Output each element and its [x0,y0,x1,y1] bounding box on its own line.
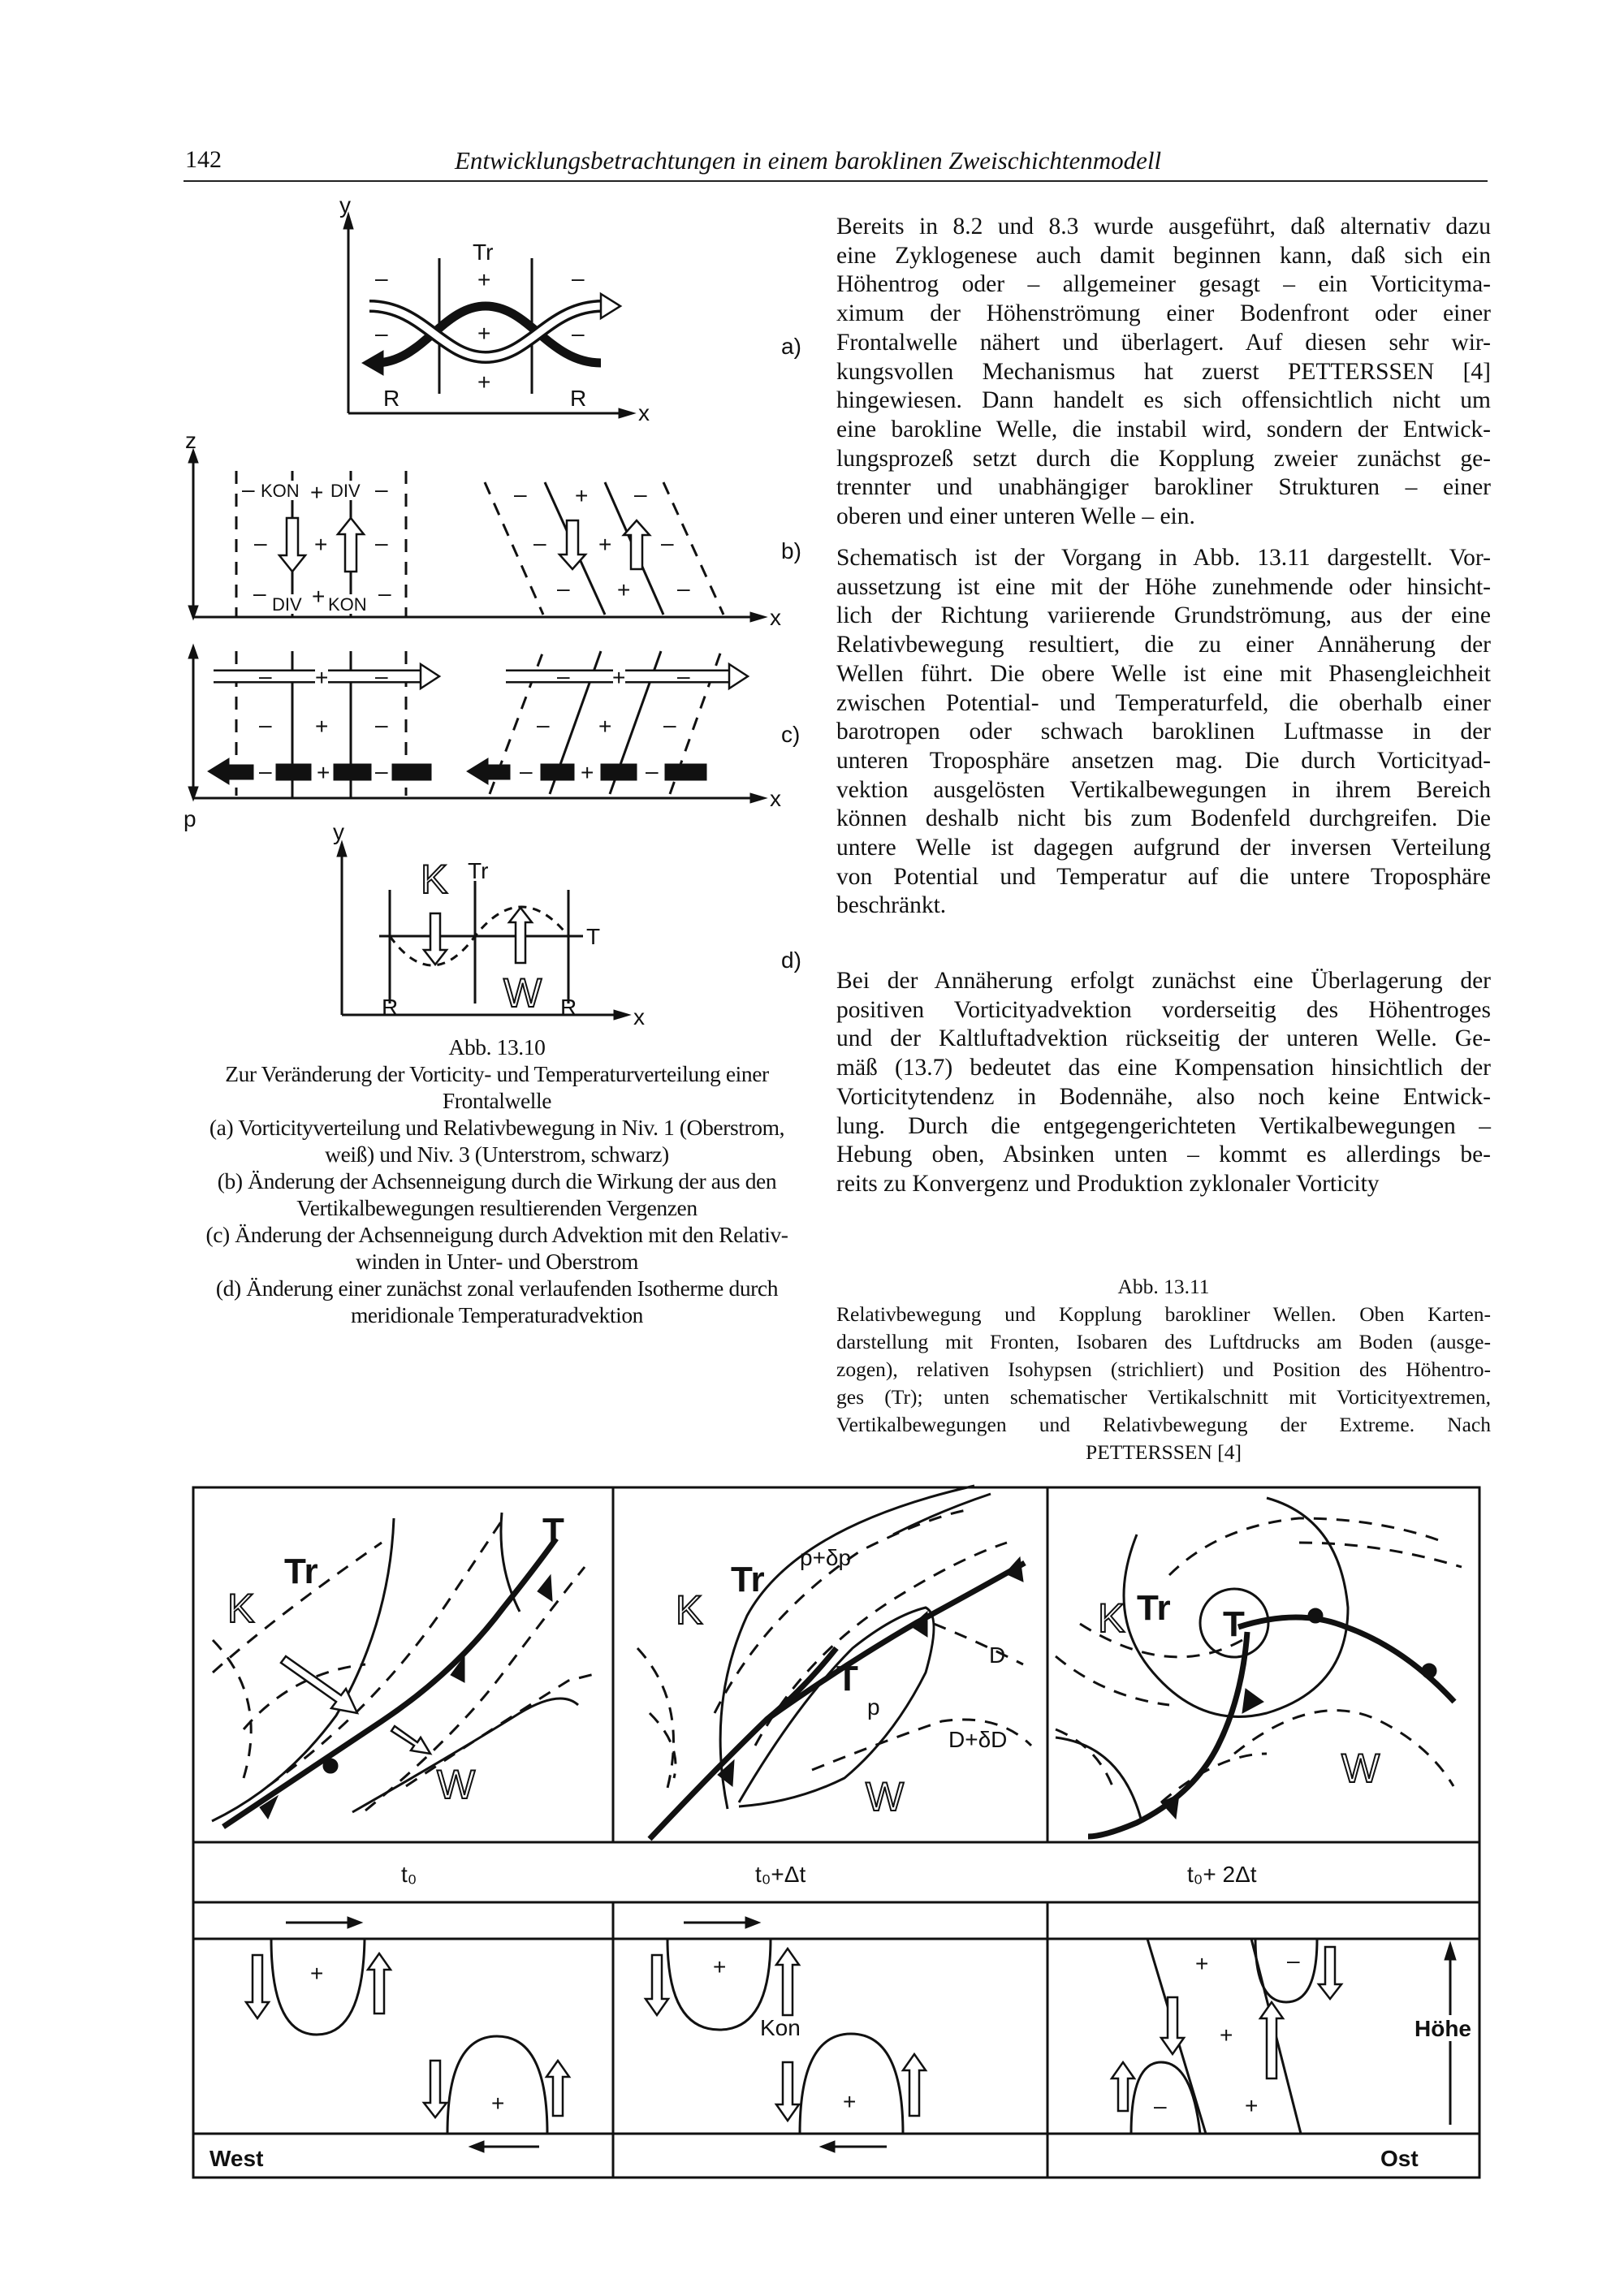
upper-flow-arrowhead [601,294,620,318]
isohypse [637,1648,673,1794]
hollow-arrow-down [646,1955,668,2015]
relative-motion-arrow [281,1656,357,1713]
x-axis-label: x [770,786,781,811]
x-axis-label: x [770,605,781,630]
time-label-t0: t₀ [401,1862,417,1887]
minus-sign: – [375,758,388,783]
text-line: Vorticitytendenz in Bodennähe, also noch keine Entwick- [836,1083,1491,1110]
isobar [739,1608,934,1806]
plus-sign: + [1245,2093,1259,2118]
plus-sign: + [1195,1951,1209,1976]
isohypse [406,1673,601,1786]
hollow-arrow-down [776,2062,799,2121]
isotherm-label: T [586,924,601,949]
text-line: Bei der Annäherung erfolgt zunächst eine Überlagerung der [836,968,1491,994]
figure-13-11 [193,1486,1479,2178]
text-line: PETTERSSEN [4] [1086,1440,1242,1464]
low-label: T [542,1511,564,1551]
trough-label: Tr [468,858,489,883]
minus-sign: – [646,758,659,783]
text-line: können deshalb nicht bis zum Bodenfeld durchgreifen. Die [836,805,1491,832]
x-axis-label: x [638,400,650,425]
minus-sign: – [514,481,527,507]
text-line: Zur Veränderung der Vorticity- und Temperaturverteilung einer [225,1061,769,1086]
minus-sign: – [259,712,272,737]
cold-front-triangle [1242,1689,1263,1713]
panel-label-c: c) [781,722,801,747]
text-line: eine Zyklogenese auch damit beginnen kann, daß sich ein [836,242,1491,269]
text-line: eine barokline Welle, die instabil wird, sondern der Entwick- [836,416,1491,442]
height-increment-label: D+δD [948,1727,1008,1752]
warm-label: W [503,970,542,1016]
lower-vorticity-max [800,2034,903,2134]
low-label: T [836,1659,858,1698]
text-line: untere Welle ist dagegen aufgrund der inversen Verteilung [836,835,1491,861]
text-line: lich der Richtung variierende Grundströmung, aus der eine [836,602,1491,629]
text-line: ges (Tr); unten schematischer Vertikalschnitt mit Vorticityextremen, [836,1385,1491,1409]
text-line: lungsprozeß setzt durch die Kopplung zweier zunächst ge- [836,445,1491,472]
text-line: zogen), relativen Isohypsen (strichliert) und Position des Höhentro- [836,1357,1491,1381]
hollow-arrow-down [1319,1947,1341,1999]
plus-sign: + [843,2089,857,2114]
text-line: winden in Unter- und Oberstrom [356,1249,638,1274]
text-line: beschränkt. [836,892,947,919]
arrow-up-icon [1445,1942,1456,1960]
map-t0-plus-2dt [1056,1498,1462,1837]
plus-sign: + [317,760,330,785]
plus-sign: + [314,532,328,557]
plus-sign: + [477,321,491,346]
panel-label-a: a) [781,334,801,359]
y-axis-label: y [339,192,351,218]
text-line: Bereits in 8.2 und 8.3 wurde ausgeführt, daß alternativ dazu [836,214,1491,240]
cold-front-triangle [911,1612,927,1637]
minus-sign: – [259,663,272,688]
section-t0-plus-2dt [1112,1939,1478,2171]
text-line: meridionale Temperaturadvektion [350,1302,644,1327]
minus-sign: – [663,712,676,737]
hollow-arrow-up [368,1953,391,2014]
minus-sign: – [557,576,570,601]
cold-front [650,1563,1025,1839]
arrow-west-icon [469,2141,484,2152]
east-label: Ost [1380,2146,1419,2171]
isohypse [934,1624,1023,1664]
arrow-east-icon [745,1917,760,1928]
cold-label: K [421,857,448,902]
text-line: Wellen führt. Die obere Welle ist eine mit Phasengleichheit [836,660,1491,687]
text-line: barotropen oder schwach baroklinen Luftmasse in der [836,719,1491,745]
lower-flow-black-bar [541,764,574,780]
hollow-arrow-up [1260,2002,1283,2078]
lower-vorticity-max [447,2036,547,2134]
minus-sign: – [677,576,690,601]
lower-flow-arrowhead [362,351,383,375]
hollow-arrow-down [279,518,305,572]
cold-air-label: K [227,1586,255,1631]
text-line: Vertikalbewegungen und Relativbewegung der Extreme. Nach [836,1413,1491,1436]
relative-motion-arrow [391,1726,430,1754]
plus-sign: + [491,2091,505,2116]
text-line: Höhentrog oder – allgemeiner gesagt – ein Vorticityma- [836,271,1491,298]
trough-label: Tr [284,1552,318,1591]
x-axis-label: x [633,1004,645,1029]
minus-sign: – [557,663,570,688]
text-line: hingewiesen. Dann handelt es sich offensichtlich nicht um [836,387,1491,414]
text-line: trennter und unabhängiger barokliner Strukturen – einer [836,474,1491,501]
minus-sign: – [378,581,391,606]
plus-sign: + [310,1961,324,1986]
x-axis-arrowhead [750,612,767,622]
text-line: aussetzung ist eine mit der Höhe zunehmende oder hinsicht- [836,573,1491,600]
minus-sign: – [253,581,266,606]
warm-front-semicircle [323,1759,338,1773]
plus-sign: + [581,760,594,785]
map-t0 [212,1511,601,1827]
upper-vorticity-max [271,1939,365,2035]
text-line: reits zu Konvergenz und Produktion zyklonaler Vorticity [836,1170,1380,1197]
occluded-front [1238,1617,1454,1702]
minus-sign: – [375,530,388,555]
height-label: Höhe [1415,2016,1471,2041]
text-line: (a) Vorticityverteilung und Relativbewegung in Niv. 1 (Oberstrom, [209,1115,785,1140]
minus-sign: – [537,712,550,737]
arrow-east-icon [348,1917,362,1928]
minus-sign: – [375,663,388,688]
panel-label-d: d) [781,947,801,973]
west-label: West [209,2146,264,2171]
convergence-label: Kon [760,2015,801,2040]
isohypse [650,1713,676,1778]
z-axis-label: z [185,428,197,453]
running-head: Entwicklungsbetrachtungen in einem baroklinen Zweischichtenmodell [455,146,1162,175]
hollow-arrow-up [1112,2062,1134,2111]
isobar [893,1494,991,1534]
text-line: lung. Durch die entgegengerichteten Vertikalbewegungen – [836,1112,1491,1139]
hollow-arrow-up [546,2061,569,2116]
cold-air-label: K [676,1587,703,1633]
hollow-arrow-up [338,518,364,572]
ridge-label: R [383,386,400,411]
text-line: Relativbewegung resultiert, die zu einer Annäherung der [836,632,1491,658]
lower-flow-black-arrow [467,758,510,784]
warm-air-label: W [437,1762,476,1807]
pressure-label: p [867,1694,880,1720]
isohypse [1056,1656,1169,1705]
figure-13-11-title: Abb. 13.11 [1117,1275,1210,1298]
lower-flow-black-bar [334,764,371,780]
hollow-arrow-down [246,1955,269,2018]
plus-sign: + [575,483,589,508]
minus-sign: – [520,758,533,783]
text-line: (c) Änderung der Achsenneigung durch Advektion mit den Relativ- [205,1222,788,1247]
text-line: von Potential und Temperatur auf die untere Troposphäre [836,863,1491,890]
text-line: mäß (13.7) bedeutet das eine Kompensation hinsichtlich der [836,1055,1491,1081]
warm-front-semicircle [1308,1608,1323,1623]
minus-sign: – [375,712,388,737]
cold-air-label: K [1098,1595,1125,1641]
isobar [720,1486,974,1809]
text-line: (b) Änderung der Achsenneigung durch die Wirkung der aus den [217,1168,777,1193]
section-t0-plus-dt [646,1917,926,2152]
y-axis-label: y [333,819,344,844]
minus-sign: – [1287,1948,1300,1973]
panel-d [333,819,801,1029]
isohypse [213,1640,251,1778]
p-axis-arrowhead-up [188,645,198,658]
x-axis-arrowhead [750,793,767,803]
hollow-arrow-down [424,2061,447,2117]
warm-air-label: W [1341,1746,1380,1791]
warm-air-label: W [866,1774,905,1819]
convergence-label: KON [328,594,367,615]
ridge-label: R [570,386,587,411]
ridge-label: R [560,995,577,1020]
text-line: Frontalwelle [442,1088,552,1113]
minus-sign: – [1154,2093,1167,2118]
hollow-arrow-up [903,2054,926,2116]
figure-13-10 [184,192,801,1029]
text-line: und der Kaltluftadvektion rückseitig der unteren Welle. Ge- [836,1025,1491,1052]
minus-sign: – [634,481,647,507]
ridge-label: R [382,995,399,1020]
text-line: kungsvollen Mechanismus hat zuerst PETTERSSEN [4] [836,358,1491,385]
plus-sign: + [617,577,631,602]
divergence-label: DIV [330,481,361,501]
panel-label-b: b) [781,538,801,563]
panel-b [185,428,801,630]
plus-sign: + [310,480,324,505]
hollow-arrow-up [624,520,650,569]
plus-sign: + [612,665,626,690]
plus-sign: + [1220,2022,1233,2048]
p-axis-label: p [184,806,197,831]
time-label-t0-plus-2dt: t₀+ 2Δt [1187,1862,1257,1887]
hollow-arrow-south [424,913,447,965]
isobar [1056,1737,1141,1819]
lower-flow-black-bar [392,764,431,780]
text-line: Relativbewegung und Kopplung barokliner Wellen. Oben Karten- [836,1302,1491,1326]
plus-sign: + [713,1954,727,1979]
minus-sign: – [533,530,546,555]
hollow-arrow-up [776,1949,799,2015]
warm-front-semicircle [1422,1664,1436,1678]
minus-sign: – [254,530,267,555]
trough-label: Tr [731,1560,765,1599]
upper-flow-arrowhead [421,664,439,688]
minus-sign: – [375,321,388,346]
panel-a [339,192,801,425]
upper-flow-arrowhead [729,664,748,688]
minus-sign: – [572,321,585,346]
text-line: Abb. 13.10 [448,1034,546,1060]
lower-flow-black-bar [276,764,311,780]
text-line: Hebung oben, Absinken unten – kommt es allerdings be- [836,1142,1491,1168]
map-t0-plus-dt [637,1486,1031,1839]
text-line: ximum der Höhenströmung einer Bodenfront oder einer [836,300,1491,327]
upper-vorticity-max [667,1939,771,2030]
text-line: weiß) und Niv. 3 (Unterstrom, schwarz) [325,1142,669,1167]
minus-sign: – [677,663,690,688]
x-axis-arrowhead [619,408,635,418]
plus-sign: + [315,665,329,690]
text-line: zwischen Potential- und Temperaturfeld, die oberhalb einer [836,689,1491,716]
text-line: vektion ausgelösten Vertikalbewegungen in ihrem Bereich [836,776,1491,803]
lower-flow-black-bar [601,764,637,780]
plus-sign: + [315,714,329,739]
text-line: Frontalwelle nähert und überlagert. Auf diesen sehr wir- [836,329,1491,356]
text-line: darstellung mit Fronten, Isobaren des Luftdrucks am Boden (ausge- [836,1330,1491,1353]
plus-sign: + [477,267,491,292]
text-line: Schematisch ist der Vorgang in Abb. 13.11 dargestellt. Vor- [836,545,1491,571]
plus-sign: + [312,584,326,609]
minus-sign: – [242,477,255,502]
minus-sign: – [375,265,388,291]
minus-sign: – [259,758,272,783]
trough-label: Tr [1137,1588,1171,1628]
page-number: 142 [185,146,222,173]
convergence-label: KON [261,481,300,501]
pressure-increment-label: p+δp [800,1545,852,1570]
text-line: unteren Troposphäre ansetzen mag. Die durch Vorticityad- [836,747,1491,774]
plus-sign: + [598,532,612,557]
panel-c [184,645,800,831]
height-label: D [989,1642,1006,1668]
x-axis-arrowhead [614,1010,630,1020]
lower-flow-black-bar [665,764,706,780]
plus-sign: + [598,714,612,739]
minus-sign: – [661,530,674,555]
minus-sign: – [572,265,585,291]
lower-flow-black-arrow [208,758,253,784]
arrow-west-icon [820,2141,835,2152]
text-line: oberen und einer unteren Welle – ein. [836,503,1195,530]
low-label: T [1223,1604,1245,1644]
isohypse [1299,1543,1462,1567]
plus-sign: + [477,369,491,395]
trough-label: Tr [473,240,494,265]
minus-sign: – [375,477,388,502]
cold-front-triangle [538,1575,552,1601]
isohypse [1169,1518,1445,1575]
divergence-label: DIV [272,594,302,615]
text-line: positiven Vorticityadvektion vorderseitig des Höhentroges [836,996,1491,1023]
text-line: (d) Änderung einer zunächst zonal verlaufenden Isotherme durch [215,1275,779,1301]
text-line: Vertikalbewegungen resultierenden Vergenzen [296,1195,698,1220]
time-label-t0-plus-dt: t₀+Δt [755,1862,806,1887]
